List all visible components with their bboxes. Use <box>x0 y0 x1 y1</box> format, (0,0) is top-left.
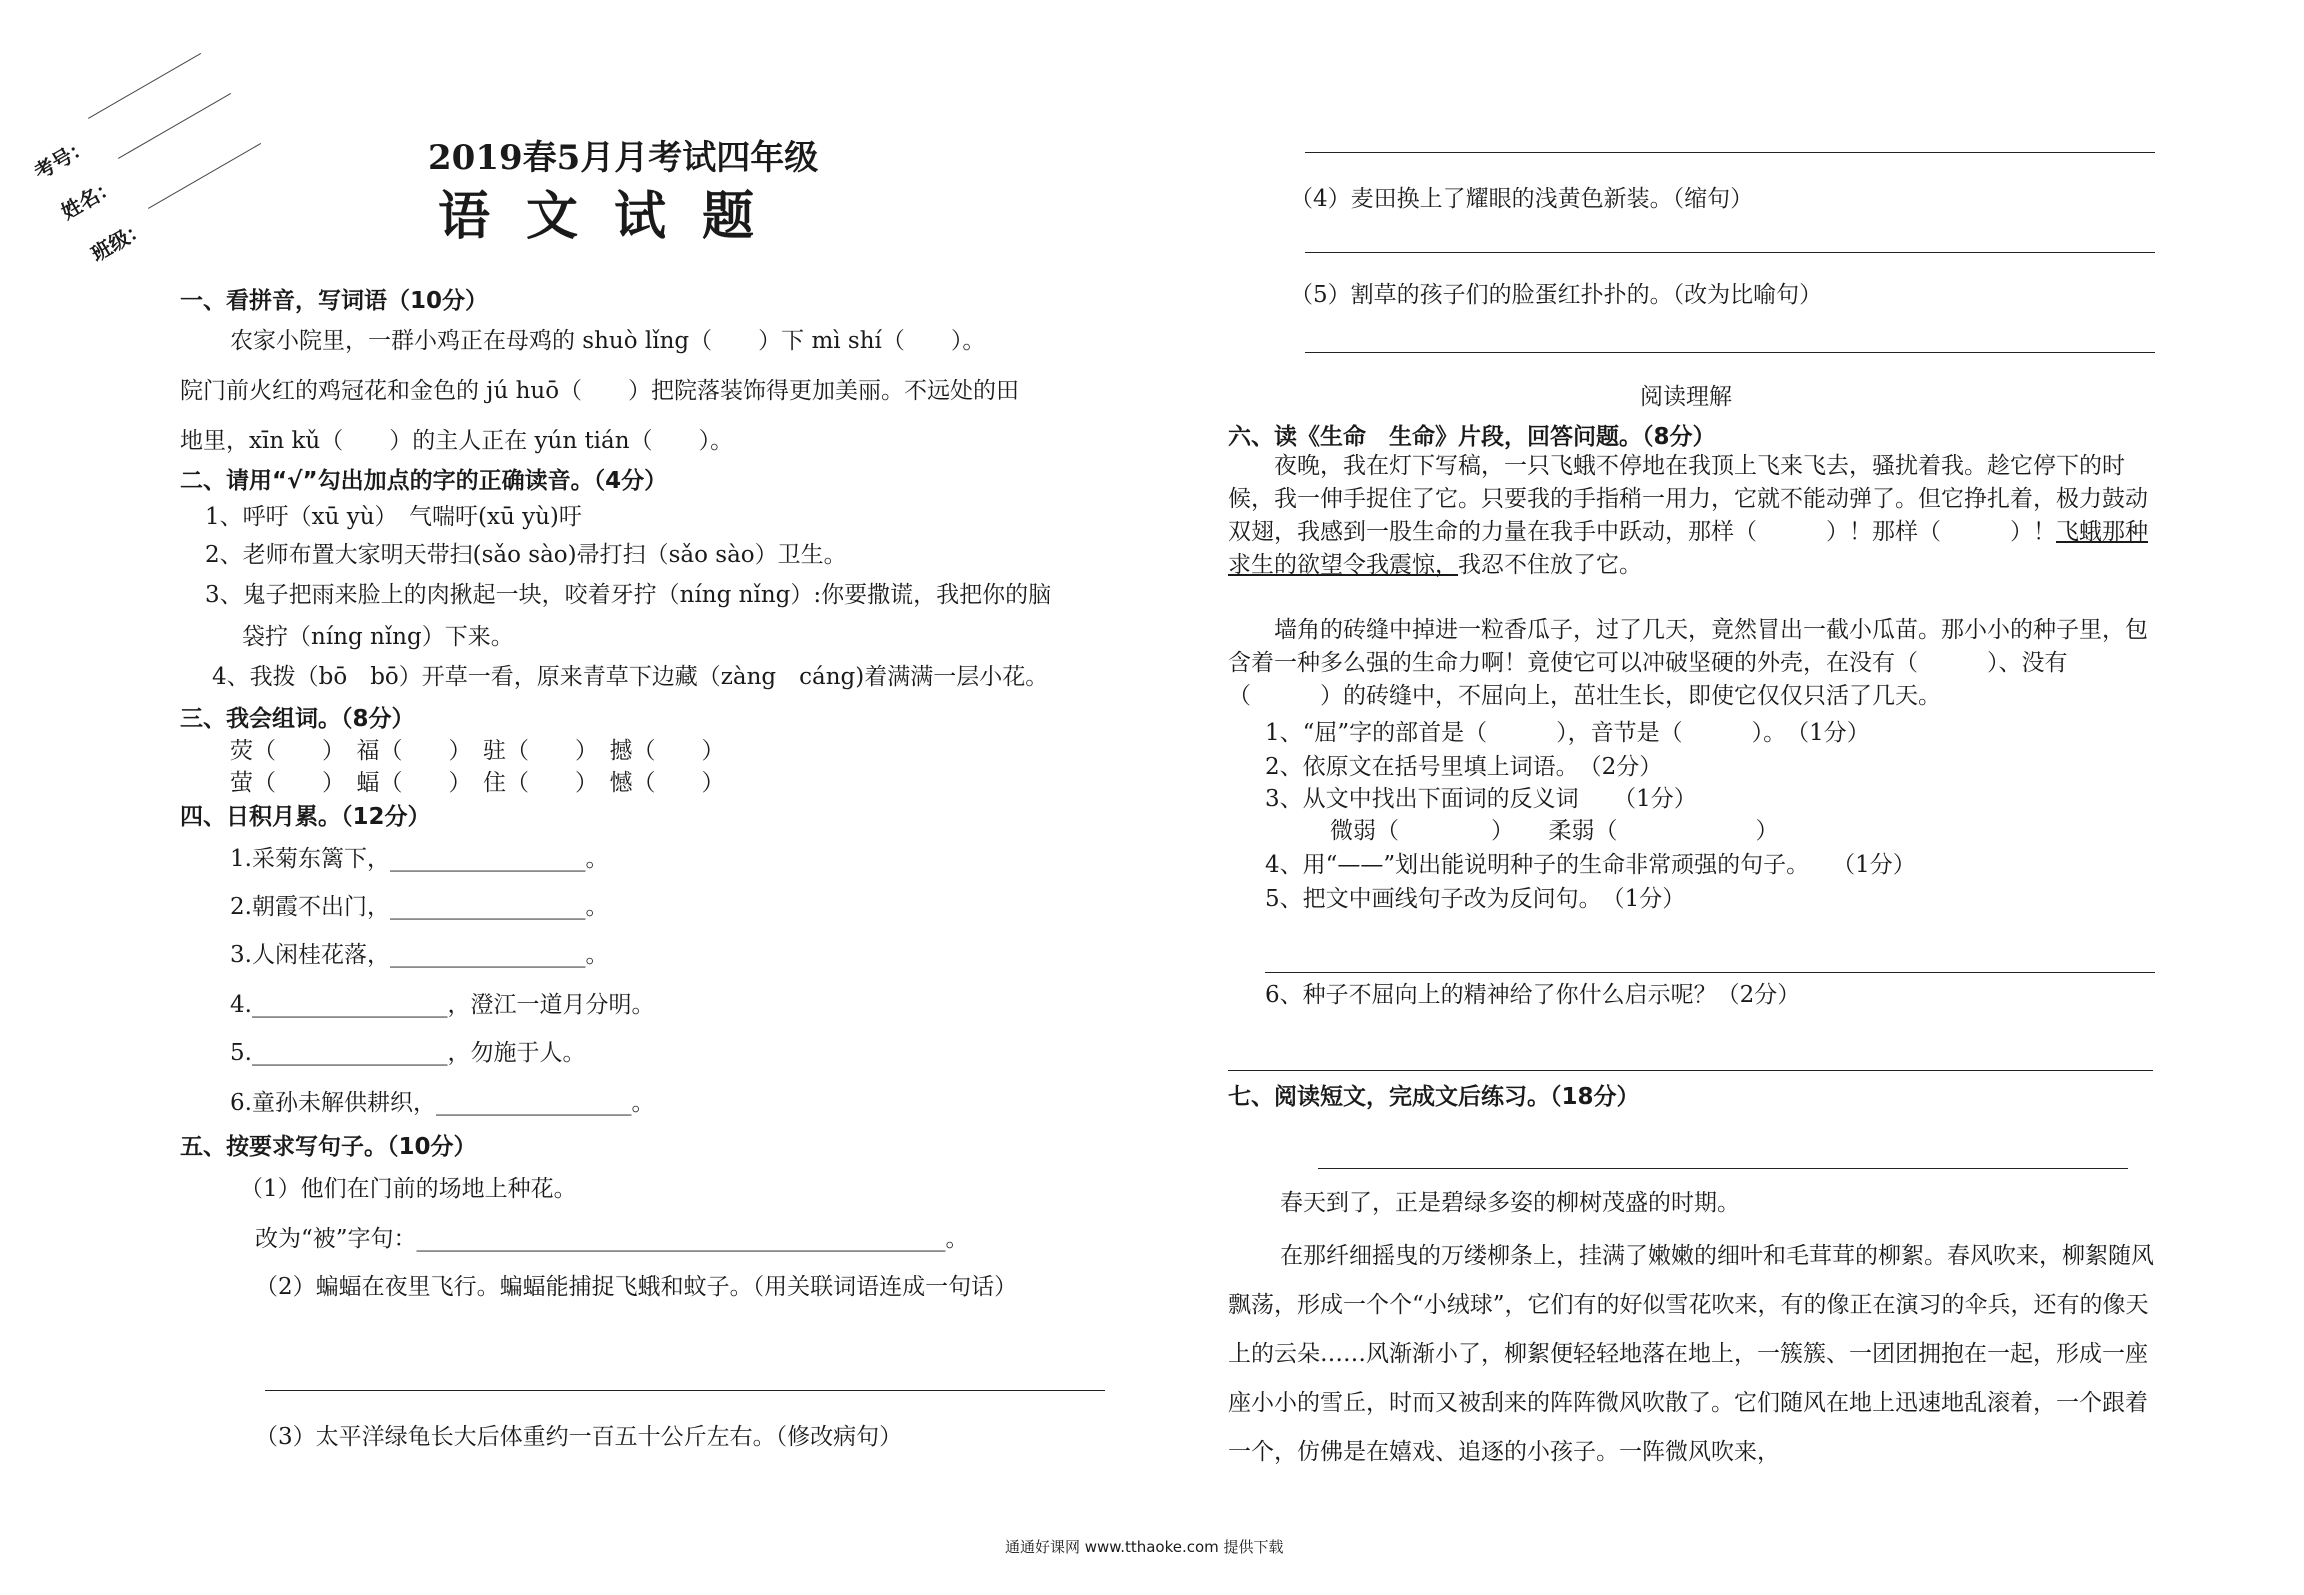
section-3-title: 三、我会组词。（8分） <box>180 706 415 732</box>
s6-q2: 2、依原文在括号里填上词语。 （2分） <box>1265 754 1663 780</box>
exam-no-line[interactable] <box>88 53 201 119</box>
s4-line-5[interactable]: 5._________________，勿施于人。 <box>230 1040 586 1066</box>
s5-answer-line-2[interactable] <box>265 1390 1105 1391</box>
s5-line-3: （2）蝙蝠在夜里飞行。蝙蝠能捕捉飞蛾和蚊子。（用关联词语连成一句话） <box>255 1274 1018 1300</box>
class-line[interactable] <box>148 143 261 209</box>
section-2-title: 二、请用“√”勾出加点的字的正确读音。（4分） <box>180 468 668 494</box>
s4-line-3[interactable]: 3.人闲桂花落，_________________。 <box>230 942 609 968</box>
s6-q3-antonyms[interactable]: 微弱（ ） 柔弱（ ） <box>1330 818 1779 844</box>
name-label: 姓名： <box>57 173 121 225</box>
s2-line-1: 1、呼吁（xū yù） 气喘吁(xū yù)吁 <box>205 504 582 530</box>
exam-no-label: 考号： <box>30 133 94 185</box>
s1-line-1: 农家小院里，一群小鸡正在母鸡的 shuò lǐng（ ）下 mì shí（ ）。 <box>230 328 986 354</box>
section-4-title: 四、日积月累。（12分） <box>180 804 431 830</box>
s5-line-4: （3）太平洋绿龟长大后体重约一百五十公斤左右。（修改病句） <box>255 1424 903 1450</box>
s5-line-1: （1）他们在门前的场地上种花。 <box>240 1176 577 1202</box>
s6-q6-answer-line[interactable] <box>1228 1070 2153 1071</box>
name-line[interactable] <box>118 93 231 159</box>
section-5-title: 五、按要求写句子。（10分） <box>180 1134 477 1160</box>
s2-line-3: 3、鬼子把雨来脸上的肉揪起一块，咬着牙拧（níng nǐng）:你要撒谎，我把你的脑 <box>205 582 1052 608</box>
s3-line-2: 萤（ ） 蝠（ ） 住（ ） 憾（ ） <box>230 770 725 796</box>
s6-q5: 5、把文中画线句子改为反问句。 （1分） <box>1265 886 1686 912</box>
section-6-title: 六、读《生命 生命》片段，回答问题。（8分） <box>1228 424 1716 450</box>
s4-line-4[interactable]: 4._________________，澄江一道月分明。 <box>230 992 655 1018</box>
s2-line-5: 4、我拨（bō bō）开草一看，原来青草下边藏（zàng cáng)着满满一层小花。 <box>212 664 1049 690</box>
s6-paragraph-2: 墙角的砖缝中掉进一粒香瓜子，过了几天，竟然冒出一截小瓜苗。那小小的种子里，包含着一种多么强的生命力啊！竟使它可以冲破坚硬的外壳，在没有（ ）、没有（ ）的砖缝中，不屈向上，茁壮生长，即使它仅仅只活了几天。 <box>1228 617 2148 709</box>
s3-line-1: 荧（ ） 福（ ） 驻（ ） 撼（ ） <box>230 738 725 764</box>
s6-q3: 3、从文中找出下面词的反义词 （1分） <box>1265 786 1697 812</box>
s4-line-2[interactable]: 2.朝霞不出门，_________________。 <box>230 894 609 920</box>
answer-line-q5[interactable] <box>1305 352 2155 353</box>
s7-paragraph-1: 春天到了，正是碧绿多姿的柳树茂盛的时期。 <box>1280 1190 1740 1216</box>
reading-heading: 阅读理解 <box>1640 384 1732 410</box>
s2-line-2: 2、老师布置大家明天带扫(sǎo sào)帚打扫（sǎo sào）卫生。 <box>205 542 847 568</box>
s6-paragraph-1 <box>1228 450 2158 582</box>
s2-line-4: 袋拧（níng nǐng）下来。 <box>242 624 514 650</box>
s1-line-3: 地里，xīn kǔ（ ）的主人正在 yún tián（ ）。 <box>180 428 734 454</box>
section-7-title: 七、阅读短文，完成文后练习。（18分） <box>1228 1084 1640 1110</box>
footer-credit: 通通好课网 www.tthaoke.com 提供下载 <box>1005 1538 1284 1556</box>
s7-paragraph-2: 在那纤细摇曳的万缕柳条上，挂满了嫩嫩的细叶和毛茸茸的柳絮。春风吹来，柳絮随风飘荡，形成一个个“小绒球”，它们有的好似雪花吹来，有的像正在演习的伞兵，还有的像天上的云朵……风渐渐小了，柳絮便轻轻地落在地上，一簇簇、一团团拥抱在一起，形成一座座小小的雪丘，时而又被刮来的阵阵微风吹散了。它们随风在地上迅速地乱滚着，一个跟着一个，仿佛是在嬉戏、追逐的小孩子。一阵微风吹来， <box>1228 1243 2154 1465</box>
s7-title-blank[interactable] <box>1318 1168 2128 1169</box>
s5-line-2[interactable]: 改为“被”字句：______________________________________________。 <box>255 1226 969 1252</box>
s4-line-6[interactable]: 6.童孙未解供耕织，_________________。 <box>230 1090 655 1116</box>
q4-rewrite: （4）麦田换上了耀眼的浅黄色新装。（缩句） <box>1290 186 1754 212</box>
answer-line-q4[interactable] <box>1305 252 2155 253</box>
exam-subtitle: 语文试题 <box>438 186 791 247</box>
s6-q6: 6、种子不屈向上的精神给了你什么启示呢？（2分） <box>1265 982 1801 1008</box>
section-1-title: 一、看拼音，写词语（10分） <box>180 288 489 314</box>
s6-q1: 1、“屈”字的部首是（ ），音节是（ ）。 （1分） <box>1265 720 1870 746</box>
class-label: 班级： <box>87 215 151 267</box>
s6-q4: 4、用“——”划出能说明种子的生命非常顽强的句子。 （1分） <box>1265 852 1916 878</box>
s4-line-1[interactable]: 1.采菊东篱下，_________________。 <box>230 846 609 872</box>
q5-rewrite: （5）割草的孩子们的脸蛋红扑扑的。（改为比喻句） <box>1290 282 1823 308</box>
exam-title: 2019春5月月考试四年级 <box>428 138 819 178</box>
s6-p1-text: 夜晚，我在灯下写稿，一只飞蛾不停地在我顶上飞来飞去，骚扰着我。趁它停下的时候，我一伸手捉住了它。只要我的手指稍一用力，它就不能动弹了。但它挣扎着，极力鼓动双翅，我感到一股生命的力量在我手中跃动，那样（ ）！那样（ ）！ <box>1228 453 2148 545</box>
s6-q5-answer-line[interactable] <box>1265 972 2155 973</box>
s6-p1-underlined: 飞蛾那种求生的欲望令我震惊， <box>1228 519 2148 578</box>
answer-line-q3[interactable] <box>1305 152 2155 153</box>
s6-p1-end: 我忍不住放了它。 <box>1458 552 1642 578</box>
s1-line-2: 院门前火红的鸡冠花和金色的 jú huō（ ）把院落装饰得更加美丽。不远处的田 <box>180 378 1020 404</box>
